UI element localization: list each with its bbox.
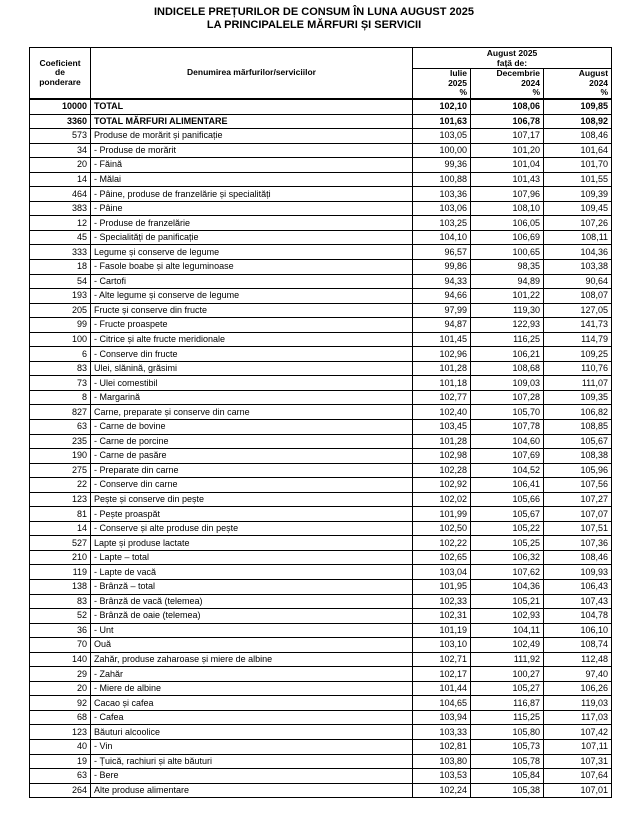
table-row	[30, 347, 612, 362]
cell-decembrie-2024: 98,35	[471, 259, 544, 274]
cell-decembrie-2024: 107,78	[471, 420, 544, 435]
cell-name: - Brânză – total	[91, 580, 413, 595]
table-row	[30, 114, 612, 129]
cell-coefficient: 3360	[30, 114, 91, 129]
cell-coefficient: 83	[30, 594, 91, 609]
cell-decembrie-2024: 101,22	[471, 289, 544, 304]
cell-iulie-2025: 101,99	[413, 507, 471, 522]
table-row	[30, 230, 612, 245]
cell-coefficient: 210	[30, 550, 91, 565]
cell-decembrie-2024: 101,04	[471, 158, 544, 173]
cell-coefficient: 40	[30, 740, 91, 755]
title-line-2: LA PRINCIPALELE MĂRFURI ȘI SERVICII	[206, 19, 422, 31]
cell-iulie-2025: 103,36	[413, 187, 471, 202]
cell-name: - Margarină	[91, 390, 413, 405]
cell-august-2024: 111,07	[544, 376, 612, 391]
cell-august-2024: 106,43	[544, 580, 612, 595]
cell-coefficient: 123	[30, 492, 91, 507]
cell-name: Carne, preparate și conserve din carne	[91, 405, 413, 420]
cell-iulie-2025: 104,65	[413, 696, 471, 711]
cell-coefficient: 19	[30, 754, 91, 769]
table-row	[30, 289, 612, 304]
cell-name: Lapte și produse lactate	[91, 536, 413, 551]
cell-august-2024: 119,03	[544, 696, 612, 711]
cell-coefficient: 190	[30, 449, 91, 464]
cell-coefficient: 100	[30, 332, 91, 347]
cpi-table	[29, 47, 612, 798]
cell-august-2024: 101,55	[544, 172, 612, 187]
table-row	[30, 565, 612, 580]
cell-august-2024: 108,46	[544, 129, 612, 144]
cell-name: - Zahăr	[91, 667, 413, 682]
cell-august-2024: 108,07	[544, 289, 612, 304]
cell-name: Alte produse alimentare	[91, 783, 413, 798]
cell-iulie-2025: 102,17	[413, 667, 471, 682]
table-row	[30, 405, 612, 420]
cell-coefficient: 99	[30, 318, 91, 333]
table-row	[30, 376, 612, 391]
cell-iulie-2025: 103,53	[413, 769, 471, 784]
table-row	[30, 143, 612, 158]
cell-name: - Lapte de vacă	[91, 565, 413, 580]
title-line-1: INDICELE PREȚURILOR DE CONSUM ÎN LUNA AUGUST 2025	[153, 6, 475, 18]
cell-coefficient: 92	[30, 696, 91, 711]
cell-name: - Cartofi	[91, 274, 413, 289]
table-row	[30, 696, 612, 711]
cell-name: - Carne de porcine	[91, 434, 413, 449]
cell-august-2024: 141,73	[544, 318, 612, 333]
cell-decembrie-2024: 122,93	[471, 318, 544, 333]
cell-iulie-2025: 101,44	[413, 681, 471, 696]
cell-august-2024: 114,79	[544, 332, 612, 347]
table-row	[30, 492, 612, 507]
cell-name: - Unt	[91, 623, 413, 638]
cell-august-2024: 107,11	[544, 740, 612, 755]
table-row	[30, 172, 612, 187]
cell-name: - Citrice și alte fructe meridionale	[91, 332, 413, 347]
cell-name: - Conserve din carne	[91, 478, 413, 493]
cell-name: - Brânză de vacă (telemea)	[91, 594, 413, 609]
cell-iulie-2025: 103,04	[413, 565, 471, 580]
table-row	[30, 594, 612, 609]
table-row	[30, 550, 612, 565]
cell-coefficient: 527	[30, 536, 91, 551]
cell-iulie-2025: 101,18	[413, 376, 471, 391]
cell-august-2024: 107,26	[544, 216, 612, 231]
cell-iulie-2025: 101,63	[413, 114, 471, 129]
cell-name: - Conserve din fructe	[91, 347, 413, 362]
table-row	[30, 521, 612, 536]
cell-coefficient: 29	[30, 667, 91, 682]
table-row	[30, 463, 612, 478]
cell-august-2024: 109,25	[544, 347, 612, 362]
cell-iulie-2025: 102,77	[413, 390, 471, 405]
cell-name: - Carne de bovine	[91, 420, 413, 435]
cell-name: - Produse de franzelărie	[91, 216, 413, 231]
cell-name: - Pește proaspăt	[91, 507, 413, 522]
cell-name: - Pâine	[91, 201, 413, 216]
cell-name: - Făină	[91, 158, 413, 173]
cell-iulie-2025: 102,96	[413, 347, 471, 362]
cell-iulie-2025: 96,57	[413, 245, 471, 260]
cell-coefficient: 205	[30, 303, 91, 318]
cell-coefficient: 20	[30, 158, 91, 173]
cell-iulie-2025: 94,33	[413, 274, 471, 289]
cell-coefficient: 70	[30, 638, 91, 653]
cell-coefficient: 193	[30, 289, 91, 304]
cell-august-2024: 107,64	[544, 769, 612, 784]
cell-august-2024: 108,38	[544, 449, 612, 464]
cell-coefficient: 63	[30, 420, 91, 435]
cell-coefficient: 383	[30, 201, 91, 216]
cell-name: Băuturi alcoolice	[91, 725, 413, 740]
cell-name: - Carne de pasăre	[91, 449, 413, 464]
cell-coefficient: 14	[30, 521, 91, 536]
table-row	[30, 158, 612, 173]
cell-decembrie-2024: 104,60	[471, 434, 544, 449]
cell-iulie-2025: 102,28	[413, 463, 471, 478]
table-row	[30, 420, 612, 435]
table-row	[30, 769, 612, 784]
table-row	[30, 216, 612, 231]
cell-name: - Pâine, produse de franzelărie și specialități	[91, 187, 413, 202]
cell-name: - Alte legume și conserve de legume	[91, 289, 413, 304]
cell-name: TOTAL	[91, 99, 413, 114]
cell-august-2024: 90,64	[544, 274, 612, 289]
cell-coefficient: 14	[30, 172, 91, 187]
cell-august-2024: 107,07	[544, 507, 612, 522]
cell-coefficient: 20	[30, 681, 91, 696]
cell-decembrie-2024: 106,69	[471, 230, 544, 245]
header-col-iulie: Iulie 2025 %	[413, 69, 471, 99]
cell-august-2024: 108,46	[544, 550, 612, 565]
cell-august-2024: 107,01	[544, 783, 612, 798]
table-row	[30, 754, 612, 769]
cell-decembrie-2024: 105,25	[471, 536, 544, 551]
cell-coefficient: 52	[30, 609, 91, 624]
cell-august-2024: 110,76	[544, 361, 612, 376]
header-coefficient: Coeficient de ponderare	[30, 48, 91, 99]
cell-name: - Bere	[91, 769, 413, 784]
cell-iulie-2025: 102,24	[413, 783, 471, 798]
cell-iulie-2025: 103,45	[413, 420, 471, 435]
cell-decembrie-2024: 119,30	[471, 303, 544, 318]
cell-coefficient: 140	[30, 652, 91, 667]
cell-decembrie-2024: 100,65	[471, 245, 544, 260]
cell-august-2024: 109,85	[544, 99, 612, 114]
cell-decembrie-2024: 106,41	[471, 478, 544, 493]
table-row	[30, 681, 612, 696]
header-col-decembrie: Decembrie 2024 %	[471, 69, 544, 99]
table-row	[30, 259, 612, 274]
cell-coefficient: 81	[30, 507, 91, 522]
table-row	[30, 667, 612, 682]
cell-decembrie-2024: 105,84	[471, 769, 544, 784]
cell-decembrie-2024: 106,78	[471, 114, 544, 129]
cell-august-2024: 97,40	[544, 667, 612, 682]
cell-iulie-2025: 102,65	[413, 550, 471, 565]
cell-name: Zahăr, produse zaharoase și miere de albine	[91, 652, 413, 667]
cell-iulie-2025: 99,86	[413, 259, 471, 274]
cell-coefficient: 6	[30, 347, 91, 362]
cell-coefficient: 18	[30, 259, 91, 274]
table-row	[30, 580, 612, 595]
cell-decembrie-2024: 108,68	[471, 361, 544, 376]
table-row	[30, 449, 612, 464]
cell-iulie-2025: 102,81	[413, 740, 471, 755]
cell-decembrie-2024: 108,10	[471, 201, 544, 216]
cell-august-2024: 108,74	[544, 638, 612, 653]
cell-coefficient: 235	[30, 434, 91, 449]
cell-august-2024: 107,42	[544, 725, 612, 740]
table-row	[30, 129, 612, 144]
cell-decembrie-2024: 116,25	[471, 332, 544, 347]
cell-name: - Specialități de panificație	[91, 230, 413, 245]
cell-august-2024: 108,85	[544, 420, 612, 435]
cell-iulie-2025: 102,98	[413, 449, 471, 464]
cell-coefficient: 45	[30, 230, 91, 245]
cell-iulie-2025: 94,87	[413, 318, 471, 333]
cell-decembrie-2024: 102,93	[471, 609, 544, 624]
cell-coefficient: 275	[30, 463, 91, 478]
cell-coefficient: 54	[30, 274, 91, 289]
cell-name: - Preparate din carne	[91, 463, 413, 478]
cell-decembrie-2024: 102,49	[471, 638, 544, 653]
cell-iulie-2025: 102,50	[413, 521, 471, 536]
cell-name: Ulei, slănină, grăsimi	[91, 361, 413, 376]
cell-name: - Cafea	[91, 710, 413, 725]
table-row	[30, 318, 612, 333]
cell-coefficient: 22	[30, 478, 91, 493]
cell-august-2024: 107,43	[544, 594, 612, 609]
cell-decembrie-2024: 107,28	[471, 390, 544, 405]
cell-iulie-2025: 102,10	[413, 99, 471, 114]
table-row	[30, 623, 612, 638]
cell-iulie-2025: 101,19	[413, 623, 471, 638]
cell-august-2024: 109,45	[544, 201, 612, 216]
cell-name: - Ulei comestibil	[91, 376, 413, 391]
cell-iulie-2025: 102,71	[413, 652, 471, 667]
table-body	[30, 99, 612, 798]
cell-name: - Miere de albine	[91, 681, 413, 696]
cell-iulie-2025: 103,80	[413, 754, 471, 769]
cell-decembrie-2024: 107,62	[471, 565, 544, 580]
cell-august-2024: 106,26	[544, 681, 612, 696]
table-row	[30, 710, 612, 725]
cell-decembrie-2024: 105,70	[471, 405, 544, 420]
cell-iulie-2025: 102,92	[413, 478, 471, 493]
header-col-august: August 2024 %	[544, 69, 612, 99]
cell-august-2024: 109,93	[544, 565, 612, 580]
cell-decembrie-2024: 100,27	[471, 667, 544, 682]
table-row	[30, 245, 612, 260]
cell-decembrie-2024: 105,80	[471, 725, 544, 740]
cell-decembrie-2024: 116,87	[471, 696, 544, 711]
cell-coefficient: 8	[30, 390, 91, 405]
cell-august-2024: 103,38	[544, 259, 612, 274]
cell-name: - Fasole boabe și alte leguminoase	[91, 259, 413, 274]
cell-decembrie-2024: 104,36	[471, 580, 544, 595]
cell-august-2024: 109,35	[544, 390, 612, 405]
cell-decembrie-2024: 106,32	[471, 550, 544, 565]
table-row	[30, 609, 612, 624]
cell-decembrie-2024: 101,20	[471, 143, 544, 158]
cell-august-2024: 107,56	[544, 478, 612, 493]
cell-august-2024: 101,70	[544, 158, 612, 173]
cell-iulie-2025: 94,66	[413, 289, 471, 304]
cell-august-2024: 104,36	[544, 245, 612, 260]
cell-august-2024: 112,48	[544, 652, 612, 667]
table-row	[30, 99, 612, 114]
cell-name: - Vin	[91, 740, 413, 755]
cell-decembrie-2024: 115,25	[471, 710, 544, 725]
cell-iulie-2025: 97,99	[413, 303, 471, 318]
table-row	[30, 652, 612, 667]
cell-coefficient: 73	[30, 376, 91, 391]
table-row	[30, 725, 612, 740]
cell-name: - Fructe proaspete	[91, 318, 413, 333]
cell-iulie-2025: 101,45	[413, 332, 471, 347]
cell-decembrie-2024: 105,73	[471, 740, 544, 755]
table-row	[30, 740, 612, 755]
table-row	[30, 507, 612, 522]
cell-august-2024: 107,36	[544, 536, 612, 551]
cell-decembrie-2024: 108,06	[471, 99, 544, 114]
cell-decembrie-2024: 107,96	[471, 187, 544, 202]
cell-iulie-2025: 103,33	[413, 725, 471, 740]
header-group: August 2025 față de:	[413, 48, 612, 69]
cell-name: - Țuică, rachiuri și alte băuturi	[91, 754, 413, 769]
cell-august-2024: 101,64	[544, 143, 612, 158]
cell-coefficient: 12	[30, 216, 91, 231]
cell-coefficient: 10000	[30, 99, 91, 114]
cell-coefficient: 464	[30, 187, 91, 202]
cell-decembrie-2024: 94,89	[471, 274, 544, 289]
cell-decembrie-2024: 105,22	[471, 521, 544, 536]
cell-iulie-2025: 103,94	[413, 710, 471, 725]
cell-coefficient: 138	[30, 580, 91, 595]
cell-decembrie-2024: 105,66	[471, 492, 544, 507]
cell-iulie-2025: 102,02	[413, 492, 471, 507]
cell-name: Produse de morărit și panificație	[91, 129, 413, 144]
cell-iulie-2025: 101,95	[413, 580, 471, 595]
cell-iulie-2025: 100,88	[413, 172, 471, 187]
cell-august-2024: 106,10	[544, 623, 612, 638]
cell-iulie-2025: 100,00	[413, 143, 471, 158]
cell-august-2024: 105,96	[544, 463, 612, 478]
cell-name: Ouă	[91, 638, 413, 653]
cell-decembrie-2024: 111,92	[471, 652, 544, 667]
cell-iulie-2025: 101,28	[413, 434, 471, 449]
cell-decembrie-2024: 109,03	[471, 376, 544, 391]
table-row	[30, 303, 612, 318]
cell-name: - Lapte – total	[91, 550, 413, 565]
cell-coefficient: 83	[30, 361, 91, 376]
cell-coefficient: 573	[30, 129, 91, 144]
cell-decembrie-2024: 105,38	[471, 783, 544, 798]
cell-iulie-2025: 102,22	[413, 536, 471, 551]
cell-decembrie-2024: 107,17	[471, 129, 544, 144]
cell-coefficient: 264	[30, 783, 91, 798]
table-row	[30, 390, 612, 405]
cell-name: TOTAL MĂRFURI ALIMENTARE	[91, 114, 413, 129]
cell-iulie-2025: 104,10	[413, 230, 471, 245]
cell-decembrie-2024: 105,67	[471, 507, 544, 522]
table-row	[30, 332, 612, 347]
cell-name: - Mălai	[91, 172, 413, 187]
cell-coefficient: 827	[30, 405, 91, 420]
cell-name: Fructe și conserve din fructe	[91, 303, 413, 318]
cell-name: - Produse de morărit	[91, 143, 413, 158]
cell-august-2024: 107,31	[544, 754, 612, 769]
cell-decembrie-2024: 106,21	[471, 347, 544, 362]
cell-coefficient: 36	[30, 623, 91, 638]
cell-coefficient: 63	[30, 769, 91, 784]
cell-iulie-2025: 101,28	[413, 361, 471, 376]
cell-august-2024: 108,92	[544, 114, 612, 129]
cell-decembrie-2024: 105,21	[471, 594, 544, 609]
table-row	[30, 478, 612, 493]
table-row	[30, 783, 612, 798]
table-row	[30, 201, 612, 216]
cell-decembrie-2024: 106,05	[471, 216, 544, 231]
table-row	[30, 361, 612, 376]
cell-name: Cacao și cafea	[91, 696, 413, 711]
cell-coefficient: 119	[30, 565, 91, 580]
cell-coefficient: 34	[30, 143, 91, 158]
cell-august-2024: 108,11	[544, 230, 612, 245]
cell-iulie-2025: 103,10	[413, 638, 471, 653]
table-row	[30, 638, 612, 653]
cell-august-2024: 107,27	[544, 492, 612, 507]
cell-coefficient: 68	[30, 710, 91, 725]
cell-name: - Conserve și alte produse din pește	[91, 521, 413, 536]
cell-august-2024: 109,39	[544, 187, 612, 202]
cell-decembrie-2024: 105,27	[471, 681, 544, 696]
cell-decembrie-2024: 104,11	[471, 623, 544, 638]
cell-august-2024: 106,82	[544, 405, 612, 420]
cell-coefficient: 333	[30, 245, 91, 260]
cell-decembrie-2024: 104,52	[471, 463, 544, 478]
cell-decembrie-2024: 107,69	[471, 449, 544, 464]
cell-august-2024: 104,78	[544, 609, 612, 624]
cell-coefficient: 123	[30, 725, 91, 740]
cell-iulie-2025: 103,25	[413, 216, 471, 231]
table-row	[30, 434, 612, 449]
table-row	[30, 187, 612, 202]
cell-name: Legume și conserve de legume	[91, 245, 413, 260]
table-row	[30, 536, 612, 551]
header-name: Denumirea mărfurilor/serviciilor	[91, 48, 413, 99]
cell-name: Pește și conserve din pește	[91, 492, 413, 507]
cell-iulie-2025: 103,05	[413, 129, 471, 144]
cell-iulie-2025: 102,31	[413, 609, 471, 624]
cell-august-2024: 107,51	[544, 521, 612, 536]
cell-iulie-2025: 102,40	[413, 405, 471, 420]
cell-iulie-2025: 103,06	[413, 201, 471, 216]
cell-decembrie-2024: 105,78	[471, 754, 544, 769]
cell-name: - Brânză de oaie (telemea)	[91, 609, 413, 624]
cell-august-2024: 117,03	[544, 710, 612, 725]
cell-august-2024: 127,05	[544, 303, 612, 318]
cell-iulie-2025: 102,33	[413, 594, 471, 609]
cell-iulie-2025: 99,36	[413, 158, 471, 173]
table-row	[30, 274, 612, 289]
cell-decembrie-2024: 101,43	[471, 172, 544, 187]
cell-august-2024: 105,67	[544, 434, 612, 449]
